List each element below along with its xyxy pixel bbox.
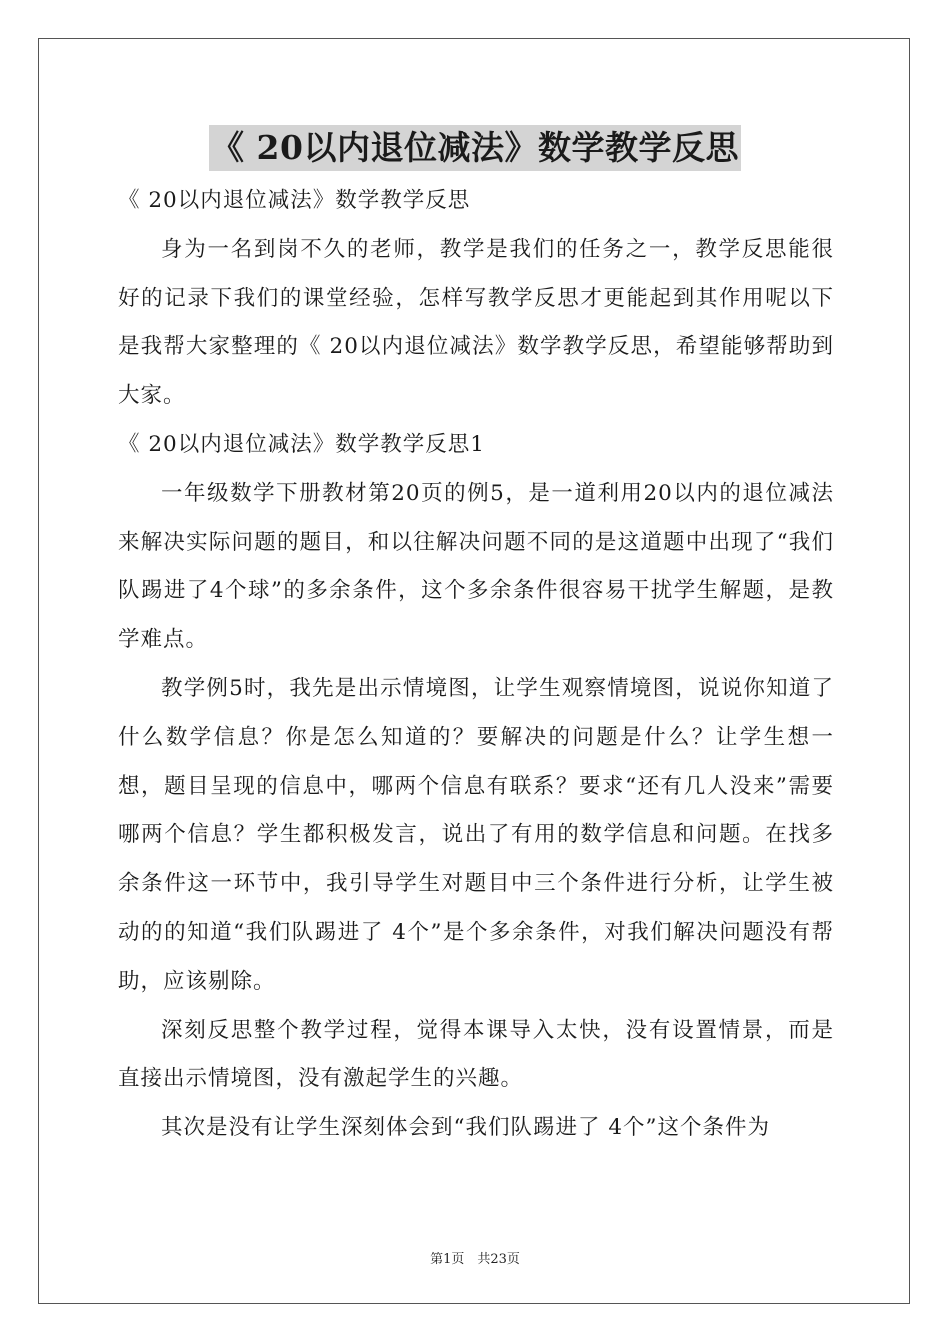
paragraph-intro: 身为一名到岗不久的老师，教学是我们的任务之一，教学反思能很好的记录下我们的课堂经验，怎样写教学反思才更能起到其作用呢以下是我帮大家整理的《 20以内退位减法》数学教学反思，希望能够帮助到大家。	[118, 236, 834, 409]
paragraph-teaching: 教学例5时，我先是出示情境图，让学生观察情境图，说说你知道了什么数学信息？你是怎么知道的？要解决的问题是什么？让学生想一想，题目呈现的信息中，哪两个信息有联系？要求“还有几人没来”需要哪两个信息？学生都积极发言，说出了有用的数学信息和问题。在找多余条件这一环节中，我引导学生对题目中三个条件进行分析，让学生被动的的知道“我们队踢进了 4个”是个多余条件，对我们解决问题没有帮助，应该剔除。	[118, 675, 834, 994]
paragraph-reflection: 深刻反思整个教学过程，觉得本课导入太快，没有设置情景，而是直接出示情境图，没有激起学生的兴趣。	[118, 1017, 834, 1092]
paragraph-example: 一年级数学下册教材第20页的例5，是一道利用20以内的退位减法来解决实际问题的题目，和以往解决问题不同的是这道题中出现了“我们队踢进了4个球”的多余条件，这个多余条件很容易干扰学生解题，是教学难点。	[118, 480, 834, 653]
document-body	[118, 177, 834, 1153]
title-container	[0, 125, 950, 171]
section-heading-1: 《 20以内退位减法》数学教学反思1	[118, 431, 485, 457]
paragraph-secondly: 其次是没有让学生深刻体会到“我们队踢进了 4个”这个条件为	[161, 1115, 770, 1141]
document-title: 《 20以内退位减法》数学教学反思	[209, 125, 741, 171]
subtitle-heading: 《 20以内退位减法》数学教学反思	[118, 188, 471, 213]
page-number-footer: 第1页 共23页	[430, 1252, 520, 1267]
